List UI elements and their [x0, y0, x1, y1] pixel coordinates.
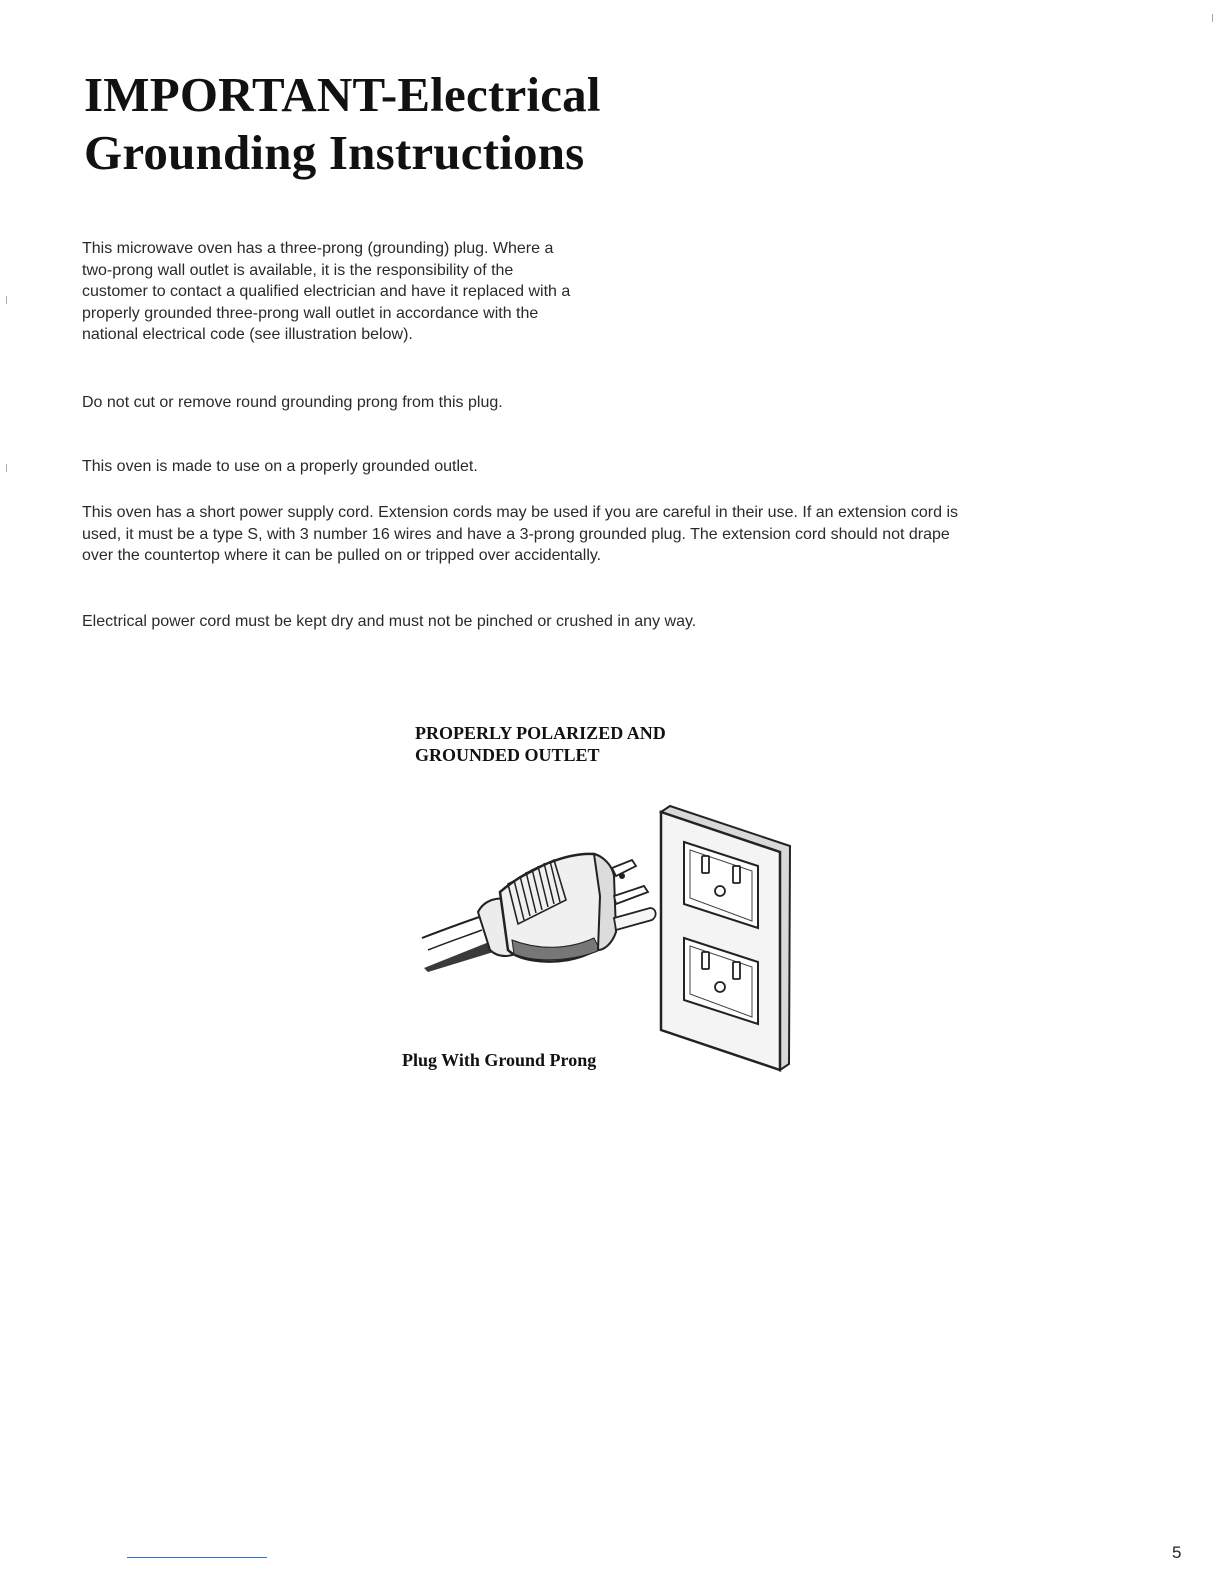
paragraph-power-cord-dry: Electrical power cord must be kept dry and must not be pinched or crushed in any way. [82, 613, 697, 630]
plug-and-outlet-illustration [418, 800, 798, 1080]
title-line-1: IMPORTANT-Electrical [84, 67, 601, 122]
paragraph-grounded-outlet: This oven is made to use on a properly grounded outlet. [82, 458, 478, 475]
margin-tick [6, 296, 7, 304]
paragraph-extension-cords: This oven has a short power supply cord. Extension cords may be used if you are careful in their use. If an extension cord is used, it must be a type S, with 3 number 16 wires and have a 3-prong grounded plug. The extension cord should not drape over the countertop where it can be pulled on or tripped over accidentally. [82, 504, 959, 564]
paragraph-three-prong-plug: This microwave oven has a three-prong (grounding) plug. Where a two-prong wall outlet is available, it is the responsibility of the customer to contact a qualified electrician and have it replaced with a properly grounded three-prong wall outlet in accordance with the national electrical code (see illustration below). [82, 240, 571, 343]
figure-heading-line-2: GROUNDED OUTLET [415, 745, 600, 765]
margin-tick [6, 464, 7, 472]
figure-heading-line-1: PROPERLY POLARIZED AND [415, 723, 666, 743]
plug-icon [422, 854, 656, 972]
page-title [84, 66, 601, 182]
outlet-icon [661, 806, 790, 1070]
margin-tick [1212, 14, 1213, 22]
figure-caption: Plug With Ground Prong [402, 1050, 597, 1070]
paragraph-do-not-cut: Do not cut or remove round grounding prong from this plug. [82, 394, 503, 411]
footer-rule [127, 1557, 267, 1558]
figure-heading [415, 722, 735, 766]
page-number: 5 [1172, 1543, 1182, 1562]
title-line-2: Grounding Instructions [84, 125, 585, 180]
